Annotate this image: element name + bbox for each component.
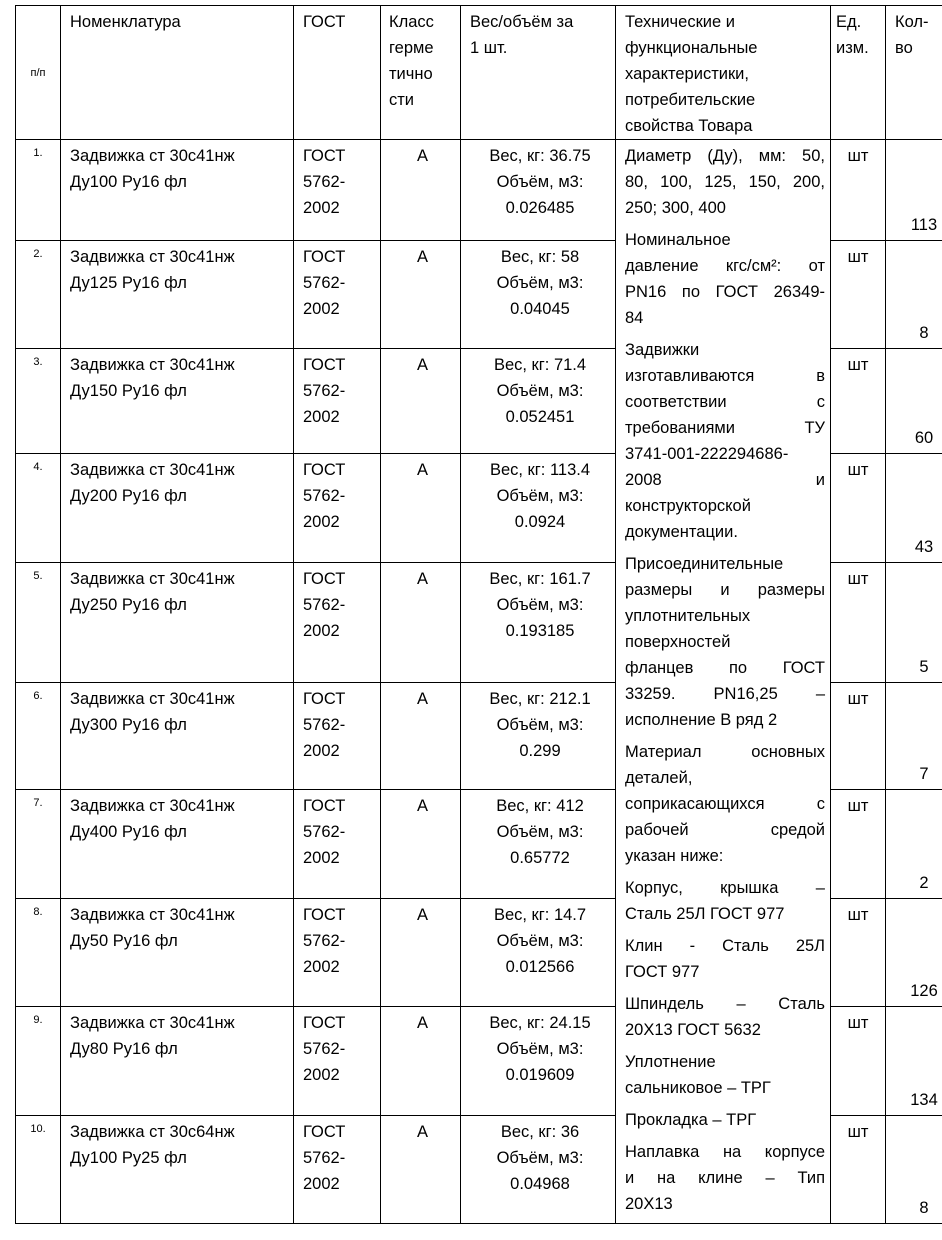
row-unit: шт (831, 898, 886, 1006)
tech-line: Задвижки (625, 341, 700, 359)
tech-line: конструкторской (625, 497, 751, 515)
volume-value: 0.019609 (505, 1066, 575, 1085)
header-text-line: во (895, 39, 913, 57)
name-line: Задвижка ст 30с41нж (70, 1014, 235, 1033)
gost-line: 5762- (303, 595, 346, 614)
name-line: Задвижка ст 30с41нж (70, 461, 235, 480)
volume-label: Объём, м3: (496, 595, 584, 614)
row-unit: шт (831, 682, 886, 789)
tech-line: давление кгс/см²: от (625, 257, 825, 275)
header-text-line: тично (389, 65, 433, 83)
row-weight-volume (461, 682, 616, 789)
volume-label: Объём, м3: (496, 487, 584, 506)
row-nomenclature (61, 241, 294, 348)
gost-line: ГОСТ (303, 797, 346, 816)
tech-line: 3741-001-222294686- (625, 445, 789, 463)
volume-label: Объём, м3: (496, 1148, 584, 1167)
row-gost (294, 682, 381, 789)
row-weight-volume (461, 898, 616, 1006)
qty-value: 7 (919, 765, 929, 784)
weight-line: Вес, кг: 412 (496, 797, 584, 816)
gost-line: ГОСТ (303, 905, 346, 924)
tech-line: фланцев по ГОСТ (625, 659, 825, 677)
row-class: А (381, 682, 461, 789)
table-header-row (16, 6, 942, 140)
gost-line: 2002 (303, 957, 340, 976)
gost-line: ГОСТ (303, 689, 346, 708)
volume-value: 0.026485 (505, 199, 575, 217)
tech-paragraph-body (625, 875, 825, 927)
tech-line: размеры и размеры (625, 581, 825, 599)
row-gost (294, 1115, 381, 1223)
row-gost (294, 241, 381, 348)
row-unit: шт (831, 454, 886, 562)
row-class: А (381, 1115, 461, 1223)
tech-paragraph-seal (625, 1049, 825, 1101)
gost-line: 5762- (303, 823, 346, 842)
row-gost (294, 454, 381, 562)
row-qty (886, 682, 942, 789)
row-weight-volume (461, 140, 616, 241)
volume-label: Объём, м3: (496, 381, 584, 400)
tech-line: и на клине – Тип (625, 1169, 825, 1187)
name-line: Ду250 Ру16 фл (70, 595, 187, 614)
volume-value: 0.0924 (514, 513, 566, 532)
specification-table (15, 5, 942, 1224)
gost-line: 2002 (303, 300, 340, 319)
gost-line: ГОСТ (303, 1014, 346, 1033)
header-qty (886, 6, 942, 140)
row-weight-volume (461, 1007, 616, 1115)
gost-line: ГОСТ (303, 355, 346, 374)
header-text-line: герме (389, 39, 434, 57)
tech-line: исполнение В ряд 2 (625, 711, 778, 729)
tech-line: Корпус, крышка – (625, 879, 825, 897)
row-qty (886, 562, 942, 682)
row-qty (886, 1007, 942, 1115)
header-weight-volume (461, 6, 616, 140)
volume-label: Объём, м3: (496, 173, 584, 191)
row-qty (886, 348, 942, 453)
name-line: Задвижка ст 30с41нж (70, 355, 235, 374)
gost-line: 5762- (303, 173, 346, 191)
row-unit: шт (831, 790, 886, 898)
row-class: А (381, 140, 461, 241)
header-text-line: характеристики, (625, 65, 749, 83)
weight-line: Вес, кг: 161.7 (489, 569, 591, 588)
name-line: Ду200 Ру16 фл (70, 487, 187, 506)
name-line: Задвижка ст 30с64нж (70, 1122, 235, 1141)
tech-line: Шпиндель – Сталь (625, 995, 825, 1013)
tech-line: Клин - Сталь 25Л (625, 937, 825, 955)
qty-value: 60 (914, 429, 934, 448)
row-gost (294, 562, 381, 682)
volume-value: 0.012566 (505, 957, 575, 976)
tech-line: Материал основных (625, 743, 825, 761)
qty-value: 113 (910, 216, 938, 235)
qty-value: 2 (919, 873, 929, 892)
tech-line: требованиями ТУ (625, 419, 825, 437)
tech-paragraph-spindle (625, 991, 825, 1043)
name-line: Задвижка ст 30с41нж (70, 248, 235, 267)
row-num: 5. (16, 562, 61, 682)
tech-paragraph-pressure (625, 227, 825, 331)
row-class: А (381, 1007, 461, 1115)
header-text-line: 1 шт. (470, 39, 508, 57)
qty-value: 43 (914, 537, 934, 556)
row-gost (294, 898, 381, 1006)
tech-line: Присоединительные (625, 555, 784, 573)
row-class: А (381, 898, 461, 1006)
weight-line: Вес, кг: 36.75 (489, 147, 591, 165)
row-nomenclature (61, 348, 294, 453)
row-num: 3. (16, 348, 61, 453)
gost-line: 2002 (303, 741, 340, 760)
volume-value: 0.04045 (510, 300, 570, 319)
gost-line: 2002 (303, 407, 340, 426)
row-weight-volume (461, 790, 616, 898)
header-text-line: функциональные (625, 39, 758, 57)
tech-line: 250; 300, 400 (625, 199, 726, 217)
tech-line: Прокладка – ТРГ (625, 1111, 757, 1129)
row-weight-volume (461, 562, 616, 682)
tech-line: поверхностей (625, 633, 731, 651)
row-unit: шт (831, 241, 886, 348)
tech-paragraph-diameter (625, 143, 825, 221)
gost-line: 5762- (303, 487, 346, 506)
gost-line: 5762- (303, 1148, 346, 1167)
gost-line: 2002 (303, 513, 340, 532)
row-class: А (381, 348, 461, 453)
header-text-line: Класс (389, 13, 434, 31)
row-weight-volume (461, 1115, 616, 1223)
volume-value: 0.052451 (505, 407, 575, 426)
row-weight-volume (461, 454, 616, 562)
row-gost (294, 140, 381, 241)
gost-line: 2002 (303, 1066, 340, 1085)
tech-line: 20Х13 (625, 1195, 673, 1213)
qty-value: 5 (919, 657, 929, 676)
weight-line: Вес, кг: 14.7 (493, 905, 587, 924)
row-class: А (381, 454, 461, 562)
qty-value: 8 (919, 323, 929, 342)
header-gost: ГОСТ (294, 6, 381, 140)
row-class: А (381, 241, 461, 348)
volume-value: 0.04968 (510, 1174, 570, 1193)
tech-paragraph-cladding (625, 1139, 825, 1217)
row-class: А (381, 562, 461, 682)
gost-line: ГОСТ (303, 461, 346, 480)
name-line: Ду400 Ру16 фл (70, 823, 187, 842)
weight-line: Вес, кг: 113.4 (489, 461, 591, 480)
row-num: 2. (16, 241, 61, 348)
weight-line: Вес, кг: 71.4 (493, 355, 587, 374)
row-unit: шт (831, 1115, 886, 1223)
tech-line: деталей, (625, 769, 693, 787)
volume-label: Объём, м3: (496, 274, 584, 293)
tech-line: изготавливаются в (625, 367, 825, 385)
header-tech (616, 6, 831, 140)
row-num: 1. (16, 140, 61, 241)
header-tightness-class (381, 6, 461, 140)
tech-line: Наплавка на корпусе (625, 1143, 825, 1161)
gost-line: ГОСТ (303, 248, 346, 267)
gost-line: 2002 (303, 849, 340, 868)
header-text-line: потребительские (625, 91, 756, 109)
gost-line: 2002 (303, 1174, 340, 1193)
gost-line: ГОСТ (303, 1122, 346, 1141)
row-nomenclature (61, 682, 294, 789)
gost-line: ГОСТ (303, 569, 346, 588)
tech-line: Уплотнение (625, 1053, 716, 1071)
row-nomenclature (61, 140, 294, 241)
weight-line: Вес, кг: 24.15 (489, 1014, 591, 1033)
name-line: Ду125 Ру16 фл (70, 274, 187, 293)
row-num: 6. (16, 682, 61, 789)
header-text-line: сти (389, 91, 415, 109)
tech-line: Диаметр (Ду), мм: 50, (625, 147, 825, 165)
tech-line: PN16 по ГОСТ 26349- (625, 283, 825, 301)
volume-label: Объём, м3: (496, 715, 584, 734)
gost-line: 5762- (303, 715, 346, 734)
tech-characteristics (616, 140, 831, 1224)
row-qty (886, 241, 942, 348)
header-nomenclature: Номенклатура (61, 6, 294, 140)
row-nomenclature (61, 898, 294, 1006)
name-line: Задвижка ст 30с41нж (70, 797, 235, 816)
tech-line: Номинальное (625, 231, 731, 249)
table-row (16, 140, 942, 241)
tech-line: указан ниже: (625, 847, 724, 865)
row-unit: шт (831, 140, 886, 241)
tech-paragraph-manufacturing (625, 337, 825, 545)
weight-line: Вес, кг: 58 (500, 248, 580, 267)
tech-paragraph-gasket (625, 1107, 825, 1133)
row-nomenclature (61, 1007, 294, 1115)
tech-line: документации. (625, 523, 738, 541)
tech-line: 20Х13 ГОСТ 5632 (625, 1021, 761, 1039)
name-line: Ду50 Ру16 фл (70, 931, 178, 950)
tech-paragraph-wedge (625, 933, 825, 985)
row-num: 4. (16, 454, 61, 562)
tech-line: 2008 и (625, 471, 825, 489)
row-weight-volume (461, 348, 616, 453)
gost-line: 2002 (303, 621, 340, 640)
row-nomenclature (61, 1115, 294, 1223)
tech-line: рабочей средой (625, 821, 825, 839)
tech-line: 33259. PN16,25 – (625, 685, 825, 703)
name-line: Задвижка ст 30с41нж (70, 689, 235, 708)
header-unit (831, 6, 886, 140)
tech-line: 80, 100, 125, 150, 200, (625, 173, 825, 191)
name-line: Ду100 Ру25 фл (70, 1148, 187, 1167)
row-qty (886, 454, 942, 562)
row-nomenclature (61, 454, 294, 562)
row-nomenclature (61, 562, 294, 682)
header-text-line: изм. (836, 39, 869, 57)
tech-line: соответствии с (625, 393, 825, 411)
row-qty (886, 898, 942, 1006)
gost-line: 5762- (303, 931, 346, 950)
gost-line: 5762- (303, 1040, 346, 1059)
row-weight-volume (461, 241, 616, 348)
gost-line: 2002 (303, 199, 340, 217)
tech-line: уплотнительных (625, 607, 751, 625)
volume-value: 0.193185 (505, 621, 575, 640)
qty-value: 8 (919, 1199, 929, 1217)
header-num: п/п (16, 6, 61, 140)
row-qty (886, 1115, 942, 1223)
volume-label: Объём, м3: (496, 823, 584, 842)
row-num: 10. (16, 1115, 61, 1223)
row-unit: шт (831, 348, 886, 453)
row-unit: шт (831, 562, 886, 682)
tech-line: 84 (625, 309, 644, 327)
name-line: Задвижка ст 30с41нж (70, 905, 235, 924)
row-gost (294, 790, 381, 898)
header-text-line: Ед. (836, 13, 862, 31)
header-text-line: Кол- (895, 13, 929, 31)
tech-line: соприкасающихся с (625, 795, 825, 813)
gost-line: 5762- (303, 274, 346, 293)
gost-line: ГОСТ (303, 147, 346, 165)
gost-line: 5762- (303, 381, 346, 400)
name-line: Ду100 Ру16 фл (70, 173, 187, 191)
tech-line: ГОСТ 977 (625, 963, 700, 981)
volume-label: Объём, м3: (496, 931, 584, 950)
weight-line: Вес, кг: 212.1 (489, 689, 591, 708)
row-gost (294, 1007, 381, 1115)
header-text-line: Вес/объём за (470, 13, 574, 31)
tech-line: Сталь 25Л ГОСТ 977 (625, 905, 785, 923)
row-nomenclature (61, 790, 294, 898)
row-class: А (381, 790, 461, 898)
volume-value: 0.299 (519, 741, 561, 760)
row-num: 9. (16, 1007, 61, 1115)
row-qty (886, 790, 942, 898)
row-qty (886, 140, 942, 241)
name-line: Ду80 Ру16 фл (70, 1040, 178, 1059)
name-line: Задвижка ст 30с41нж (70, 569, 235, 588)
qty-value: 126 (910, 982, 938, 1001)
row-unit: шт (831, 1007, 886, 1115)
name-line: Задвижка ст 30с41нж (70, 147, 235, 165)
name-line: Ду150 Ру16 фл (70, 381, 187, 400)
header-text-line: Технические и (625, 13, 735, 31)
volume-label: Объём, м3: (496, 1040, 584, 1059)
qty-value: 134 (910, 1090, 938, 1109)
tech-line: сальниковое – ТРГ (625, 1079, 771, 1097)
name-line: Ду300 Ру16 фл (70, 715, 187, 734)
row-gost (294, 348, 381, 453)
header-text-line: свойства Товара (625, 117, 753, 135)
row-num: 8. (16, 898, 61, 1006)
tech-paragraph-connection (625, 551, 825, 733)
tech-paragraph-material (625, 739, 825, 869)
volume-value: 0.65772 (510, 849, 570, 868)
row-num: 7. (16, 790, 61, 898)
weight-line: Вес, кг: 36 (500, 1122, 580, 1141)
